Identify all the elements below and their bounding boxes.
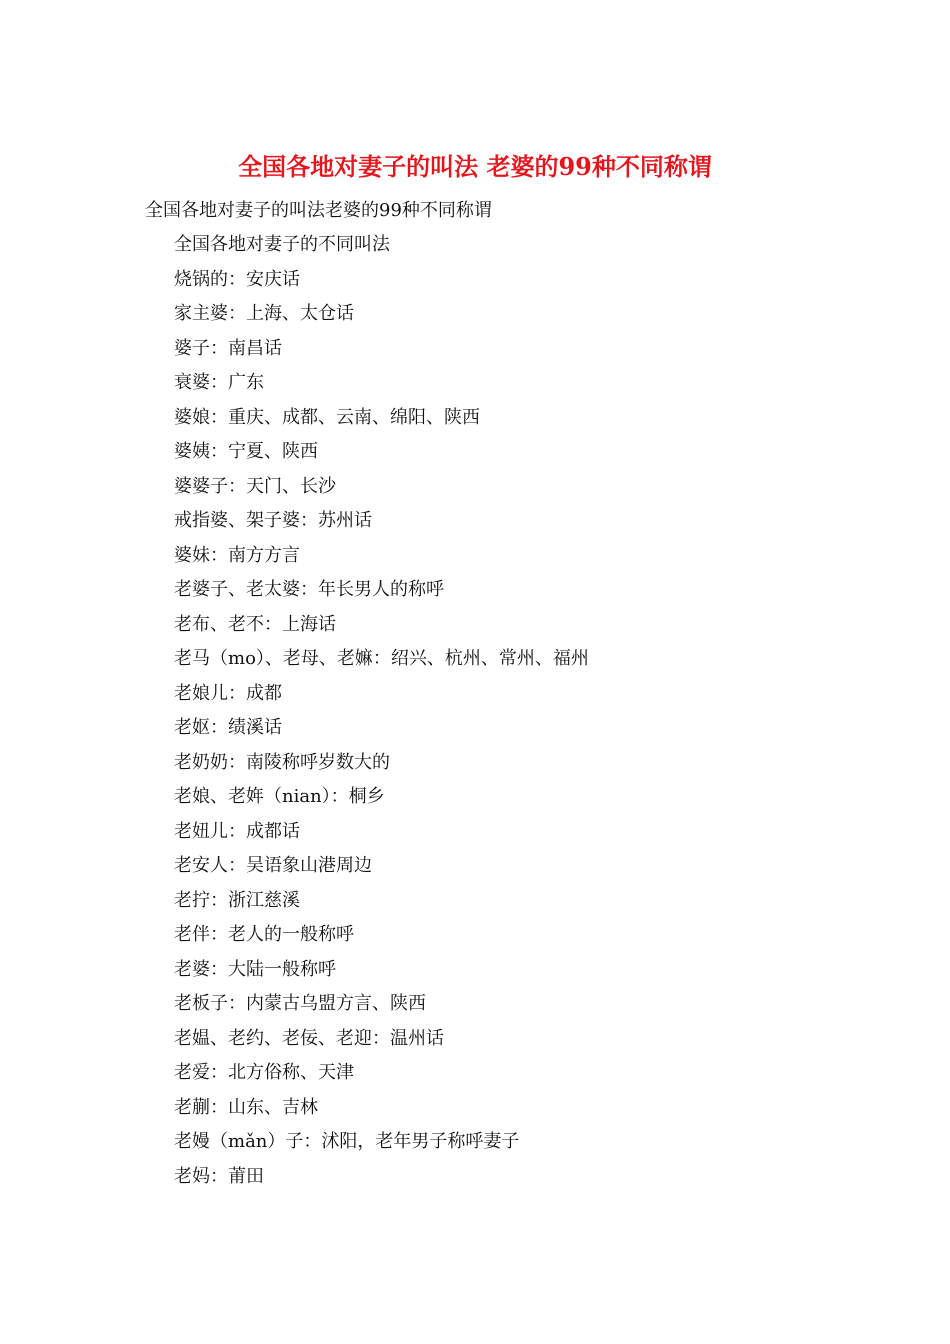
term-list	[174, 232, 589, 1198]
list-item: 老奶奶：南陵称呼岁数大的	[174, 751, 390, 773]
list-item: 老蒯：山东、吉林	[174, 1096, 318, 1118]
list-item: 婆姨：宁夏、陕西	[174, 441, 318, 462]
list-item: 老婆：大陆一般称呼	[174, 958, 336, 980]
list-item: 老娘儿：成都	[174, 682, 282, 704]
list-item: 老板子：内蒙古乌盟方言、陕西	[174, 993, 426, 1014]
list-item: 老马（mo）、老母、老嫲：绍兴、杭州、常州、福州	[174, 648, 589, 669]
list-item: 婆婆子：天门、长沙	[174, 475, 336, 497]
list-item: 老安人：吴语象山港周边	[174, 855, 372, 876]
list-item: 老媪、老约、老佞、老迎：温州话	[174, 1027, 444, 1049]
list-item: 戒指婆、架子婆：苏州话	[174, 510, 372, 531]
list-item: 老嫚（mǎn）子：沭阳，老年男子称呼妻子	[174, 1131, 520, 1152]
list-item: 老布、老不：上海话	[174, 613, 336, 635]
list-item: 老妞儿：成都话	[174, 820, 300, 842]
list-item: 老妈：莆田	[174, 1165, 264, 1187]
document-title: 全国各地对妻子的叫法 老婆的99种不同称谓	[238, 152, 712, 181]
list-item: 烧锅的：安庆话	[174, 268, 300, 290]
list-item: 老爱：北方俗称、天津	[174, 1062, 354, 1083]
list-item: 家主婆：上海、太仓话	[174, 303, 354, 324]
list-item: 老娘、老姩（nian）：桐乡	[174, 786, 385, 807]
list-item: 老拧：浙江慈溪	[174, 889, 300, 911]
list-item: 老伴：老人的一般称呼	[174, 924, 354, 945]
list-item: 婆妹：南方方言	[174, 544, 300, 566]
document-subtitle: 全国各地对妻子的叫法老婆的99种不同称谓	[145, 200, 492, 221]
section-heading: 全国各地对妻子的不同叫法	[174, 234, 390, 255]
list-item: 老妪：绩溪话	[174, 717, 282, 738]
list-item: 老婆子、老太婆：年长男人的称呼	[174, 579, 444, 600]
list-item: 婆娘：重庆、成都、云南、绵阳、陕西	[174, 406, 480, 428]
list-item: 衰婆：广东	[174, 372, 264, 393]
list-item: 婆子：南昌话	[174, 337, 282, 359]
